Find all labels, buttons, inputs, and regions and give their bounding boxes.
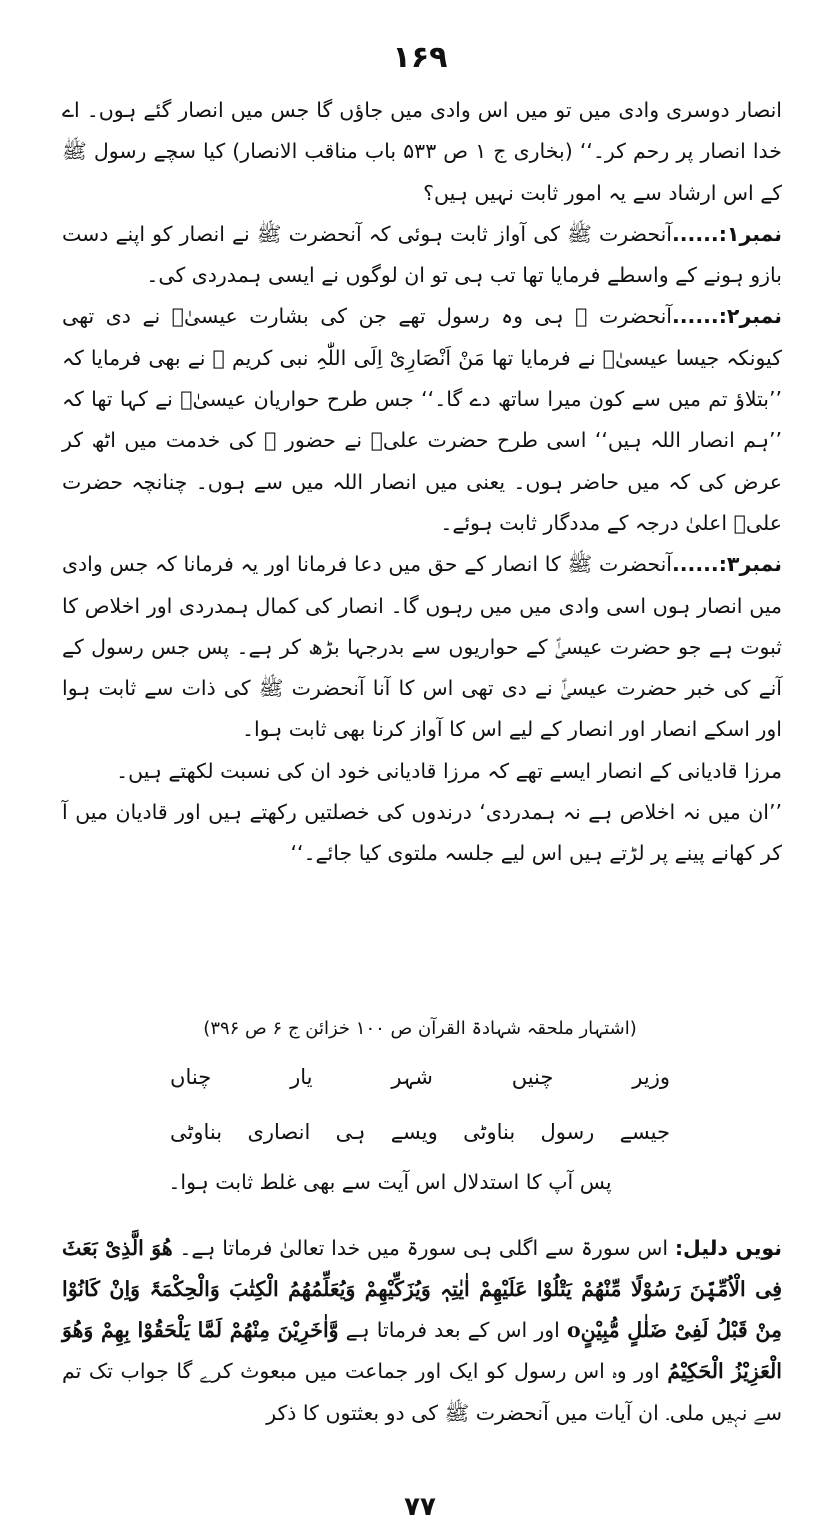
point-3-text: آنحضرت ﷺ کا انصار کے حق میں دعا فرمانا اور یہ فرمانا کہ جس وادی میں انصار ہوں اسی وادی میں میں رہوں گا۔ انصار کی کمال ہمدردی اور اخلاص کا ثبوت ہے جو حضرت عیسیٰؑ کے حواریوں سے بدرجہا بڑھ کر ہے۔ پس جس رسول کے آنے کی خبر حضرت عیسیٰؑ نے دی تھی اس کا آنا آنحضرت ﷺ کی ذات سے ثابت ہوا اور اسکے انصار اور انصار کے لیے اس کا آواز کرنا بھی ثابت ہوا۔	[62, 552, 782, 742]
point-2	[62, 296, 782, 544]
ninth-argument-paragraph	[62, 1228, 782, 1434]
poem-line-2	[170, 1112, 670, 1152]
poem-word: رسول	[540, 1120, 595, 1144]
poem-line-1	[170, 1057, 670, 1097]
paragraph-mirza: مرزا قادیانی کے انصار ایسے تھے کہ مرزا قادیانی خود ان کی نسبت لکھتے ہیں۔	[116, 758, 782, 783]
quran-verse-2: وَّاٰخَرِیْنَ مِنْھُمْ لَمَّا یَلْحَقُوْا بِھِمْ وَھُوَ الْعَزِیْزُ الْحَکِیْمُ	[62, 1318, 782, 1384]
poem-word: وزیر	[632, 1065, 670, 1089]
poem-word: ہی	[335, 1120, 366, 1144]
ninth-argument-intro: اس سورۃ سے اگلی ہی سورۃ میں خدا تعالیٰ فرماتا ہے۔	[179, 1235, 669, 1260]
ninth-argument-label: نویں دلیل:	[674, 1235, 782, 1260]
point-3-label: نمبر۳:......	[671, 552, 782, 577]
main-text	[62, 90, 782, 875]
point-1	[62, 214, 782, 297]
point-1-text: آنحضرت ﷺ کی آواز ثابت ہوئی کہ آنحضرت ﷺ نے انصار کو اپنے دست بازو ہونے کے واسطے فرمایا تھا تب ہی تو ان لوگوں نے ایسی ہمدردی کی۔	[62, 221, 782, 288]
poem-word: یار	[290, 1065, 313, 1089]
paragraph-1: انصار دوسری وادی میں تو میں اس وادی میں جاؤں گا جس میں انصار گئے ہوں۔ اے خدا انصار پر رحم کر۔‘‘ (بخاری ج ۱ ص ۵۳۳ باب مناقب الانصار) کیا سچے رسول ﷺ کے اس ارشاد سے یہ امور ثابت نہیں ہیں؟	[62, 98, 782, 205]
poem-word: انصاری	[247, 1120, 311, 1144]
quotation: ’’ان میں نہ اخلاص ہے نہ ہمدردی‘ درندوں کی خصلتیں رکھتے ہیں اور قادیان میں آ کر کھانے پینے پر لڑتے ہیں اس لیے جلسہ ملتوی کیا جائے۔‘‘	[62, 800, 782, 866]
ninth-argument	[62, 1207, 782, 1454]
point-2-label: نمبر۲:......	[671, 304, 782, 329]
page-number: ۱۶۹	[392, 40, 448, 75]
poem-word: چنیں	[511, 1065, 554, 1089]
poem-word: جیسے	[619, 1120, 670, 1144]
quran-verse-1: ھُوَ الَّذِیْ بَعَثَ فِی الْاُمِّیّٖنَ رَسُوْلًا مِّنْھُمْ یَتْلُوْا عَلَیْھِمْ اٰیٰتِہٖ وَیُزَکِّیْھِمْ وَیُعَلِّمُھُمُ الْکِتٰبَ وَالْحِکْمَۃَ وَاِنْ کَانُوْا مِنْ قَبْلُ لَفِیْ ضَلٰلٍ مُّبِیْنٍo	[62, 1235, 782, 1343]
poem-word: چناں	[170, 1065, 212, 1089]
point-3	[62, 544, 782, 750]
reference-citation: (اشتہار ملحقہ شہادۃ القرآن ص ۱۰۰ خزائن ج ۶ ص ۳۹۶)	[203, 1018, 637, 1039]
ninth-argument-middle: اور اس کے بعد فرماتا ہے	[345, 1318, 560, 1343]
ninth-argument-end: اور وہ اس رسول کو ایک اور جماعت میں مبعوث کرے گا جواب تک تم سے نہیں ملی۔ ان آیات میں آنحضرت ﷺ کی دو بعثتوں کا ذکر	[62, 1359, 782, 1425]
poem-word: شہر	[391, 1065, 433, 1089]
poem-word: بناوٹی	[170, 1120, 223, 1144]
point-1-label: نمبر۱:......	[671, 221, 782, 246]
conclusion: پس آپ کا استدلال اس آیت سے بھی غلط ثابت ہوا۔	[168, 1170, 612, 1194]
poem-word: ویسے	[390, 1120, 438, 1144]
poem-word: بناوٹی	[463, 1120, 516, 1144]
point-2-text: آنحضرت ﷺ ہی وہ رسول تھے جن کی بشارت عیسیٰؑ نے دی تھی کیونکہ جیسا عیسیٰؑ نے فرمایا تھا مَنْ اَنْصَارِیْ اِلَی اللّٰہِ نبی کریم ﷺ نے بھی فرمایا کہ ’’بتلاؤ تم میں سے کون میرا ساتھ دے گا۔‘‘ جس طرح حواریان عیسیٰؑ نے کہا تھا کہ ’’ہم انصار اللہ ہیں‘‘ اسی طرح حضرت علیؓ نے حضور ﷺ کی خدمت میں اٹھ کر عرض کی کہ میں حاضر ہوں۔ یعنی میں انصار اللہ میں سے ہوں۔ چنانچہ حضرت علیؓ اعلیٰ درجہ کے مددگار ثابت ہوئے۔	[62, 304, 782, 535]
footer-page-marker: ۷۷	[404, 1492, 436, 1522]
